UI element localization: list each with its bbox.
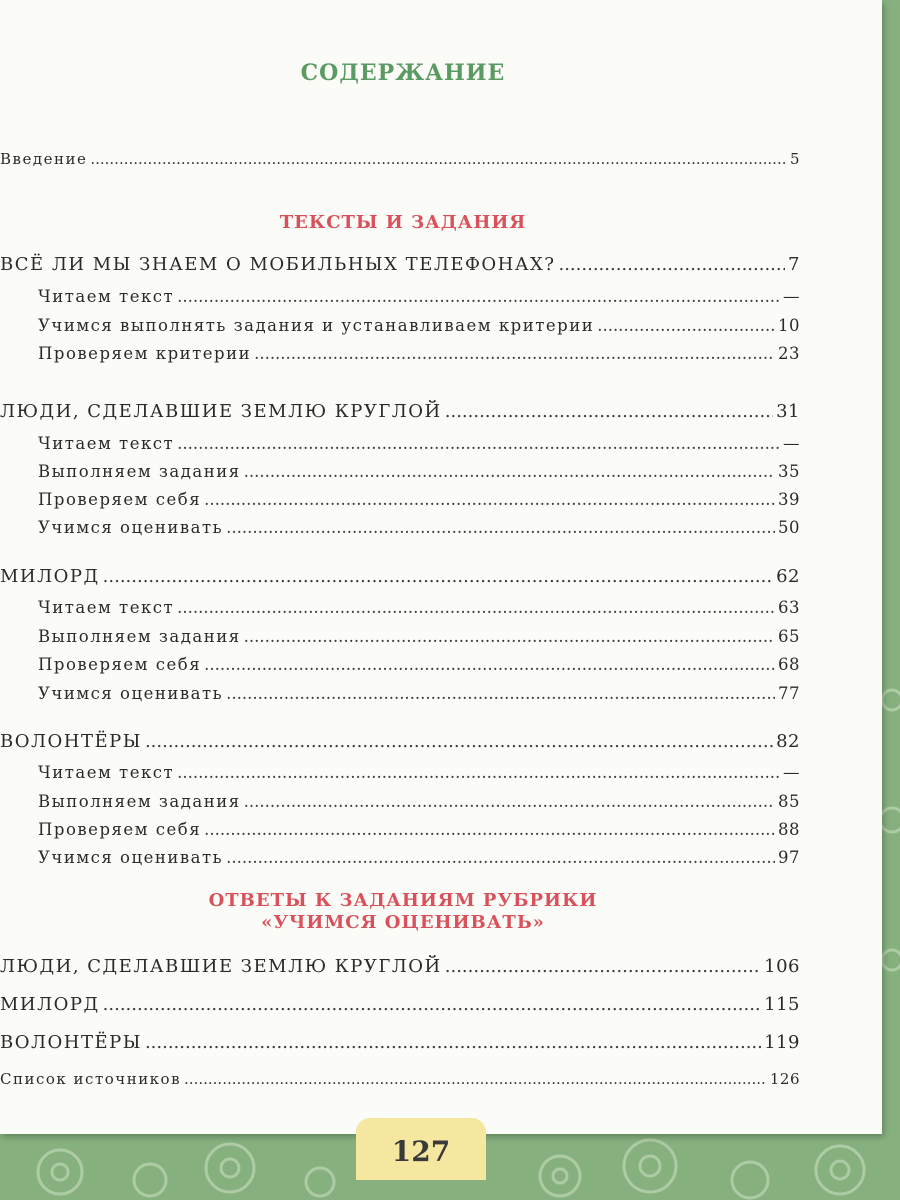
- leader-dots: [145, 1032, 761, 1053]
- toc-entry-page: —: [783, 287, 800, 306]
- toc-entry-title: Список источников: [0, 1070, 182, 1088]
- toc-answer-row: [0, 994, 800, 1020]
- toc-entry-title: Учимся оценивать: [38, 684, 224, 703]
- toc-entry-page: 39: [778, 490, 800, 509]
- toc-entry-page: 10: [778, 316, 800, 335]
- toc-answer-row: [0, 956, 800, 982]
- toc-item-row: [38, 344, 800, 370]
- toc-entry-title: Учимся выполнять задания и устанавливаем критерии: [38, 316, 595, 335]
- section-heading-texts: ТЕКСТЫ И ЗАДАНИЯ: [279, 212, 527, 233]
- toc-chapter-row: [0, 401, 800, 427]
- toc-entry-page: 85: [778, 792, 800, 811]
- leader-dots: [558, 254, 785, 275]
- toc-item-row: [38, 518, 800, 544]
- toc-entry-title: Выполняем задания: [38, 627, 241, 646]
- toc-entry-page: 35: [778, 462, 800, 481]
- leader-dots: [445, 956, 761, 977]
- leader-dots: [184, 1070, 767, 1088]
- toc-entry-title: Читаем текст: [38, 287, 175, 306]
- leader-dots: [597, 316, 775, 335]
- leader-dots: [445, 401, 773, 422]
- toc-item-row: [38, 462, 800, 488]
- section-heading-answers: [0, 890, 806, 934]
- toc-entry-title: ЛЮДИ, СДЕЛАВШИЕ ЗЕМЛЮ КРУГЛОЙ: [0, 401, 442, 422]
- toc-chapter-row: [0, 566, 800, 592]
- toc-item-row: [38, 598, 800, 624]
- toc-entry-title: Введение: [0, 150, 88, 168]
- toc-entry-title: ЛЮДИ, СДЕЛАВШИЕ ЗЕМЛЮ КРУГЛОЙ: [0, 956, 442, 977]
- leader-dots: [145, 731, 773, 752]
- toc-entry-title: Проверяем себя: [38, 655, 202, 674]
- section-heading-line: «УЧИМСЯ ОЦЕНИВАТЬ»: [261, 912, 545, 933]
- toc-entry-page: 119: [764, 1032, 800, 1053]
- section-heading-line: ОТВЕТЫ К ЗАДАНИЯМ РУБРИКИ: [208, 890, 598, 911]
- leader-dots: [177, 287, 780, 306]
- toc-item-row: [38, 763, 800, 789]
- toc-entry-page: 62: [776, 566, 800, 587]
- toc-item-row: [38, 820, 800, 846]
- toc-entry-page: —: [783, 763, 800, 782]
- toc-entry-page: —: [783, 434, 800, 453]
- leader-dots: [177, 434, 780, 453]
- toc-entry-page: 82: [776, 731, 800, 752]
- toc-item-row: [38, 655, 800, 681]
- toc-entry-title: Проверяем критерии: [38, 344, 252, 363]
- toc-entry-page: 68: [778, 655, 800, 674]
- toc-entry-page: 63: [778, 598, 800, 617]
- leader-dots: [244, 627, 775, 646]
- toc-item-row: [38, 848, 800, 874]
- toc-entry-page: 115: [764, 994, 800, 1015]
- toc-entry-title: ВОЛОНТЁРЫ: [0, 731, 142, 752]
- leader-dots: [103, 994, 761, 1015]
- leader-dots: [244, 462, 775, 481]
- toc-entry-page: 126: [769, 1070, 800, 1088]
- toc-entry-title: МИЛОРД: [0, 994, 100, 1015]
- toc-entry-title: МИЛОРД: [0, 566, 100, 587]
- toc-item-row: [38, 627, 800, 653]
- toc-entry-title: Проверяем себя: [38, 820, 202, 839]
- toc-entry-page: 5: [789, 150, 800, 168]
- toc-item-row: [38, 287, 800, 313]
- toc-chapter-row: [0, 731, 800, 757]
- toc-entry-title: Учимся оценивать: [38, 848, 224, 867]
- leader-dots: [254, 344, 775, 363]
- toc-entry-page: 97: [778, 848, 800, 867]
- toc-entry-title: Читаем текст: [38, 598, 175, 617]
- leader-dots: [177, 763, 780, 782]
- leader-dots: [90, 150, 787, 168]
- toc-entry-page: 31: [776, 401, 800, 422]
- toc-item-row: [38, 792, 800, 818]
- page-number: 127: [391, 1134, 451, 1168]
- toc-entry-title: Учимся оценивать: [38, 518, 224, 537]
- leader-dots: [226, 518, 775, 537]
- leader-dots: [204, 820, 775, 839]
- toc-entry-page: 106: [764, 956, 800, 977]
- toc-item-row: [38, 684, 800, 710]
- page-number-tab: [356, 1118, 486, 1180]
- toc-row-sources: [0, 1070, 800, 1096]
- leader-dots: [103, 566, 773, 587]
- leader-dots: [226, 848, 775, 867]
- toc-entry-page: 7: [788, 254, 800, 275]
- toc-entry-title: Читаем текст: [38, 763, 175, 782]
- toc-item-row: [38, 316, 800, 342]
- toc-entry-title: Читаем текст: [38, 434, 175, 453]
- leader-dots: [244, 792, 775, 811]
- toc-entry-page: 23: [778, 344, 800, 363]
- toc-row-intro: [0, 150, 800, 176]
- toc-entry-page: 65: [778, 627, 800, 646]
- leader-dots: [177, 598, 775, 617]
- page-title: СОДЕРЖАНИЕ: [300, 60, 506, 86]
- toc-item-row: [38, 490, 800, 516]
- toc-item-row: [38, 434, 800, 460]
- toc-entry-title: Проверяем себя: [38, 490, 202, 509]
- toc-entry-page: 50: [778, 518, 800, 537]
- leader-dots: [204, 655, 775, 674]
- toc-entry-title: ВСЁ ЛИ МЫ ЗНАЕМ О МОБИЛЬНЫХ ТЕЛЕФОНАХ?: [0, 254, 556, 275]
- toc-entry-title: Выполняем задания: [38, 792, 241, 811]
- toc-entry-title: Выполняем задания: [38, 462, 241, 481]
- leader-dots: [226, 684, 775, 703]
- leader-dots: [204, 490, 775, 509]
- toc-entry-page: 88: [778, 820, 800, 839]
- toc-answer-row: [0, 1032, 800, 1058]
- toc-entry-page: 77: [778, 684, 800, 703]
- toc-chapter-row: [0, 254, 800, 280]
- toc-entry-title: ВОЛОНТЁРЫ: [0, 1032, 142, 1053]
